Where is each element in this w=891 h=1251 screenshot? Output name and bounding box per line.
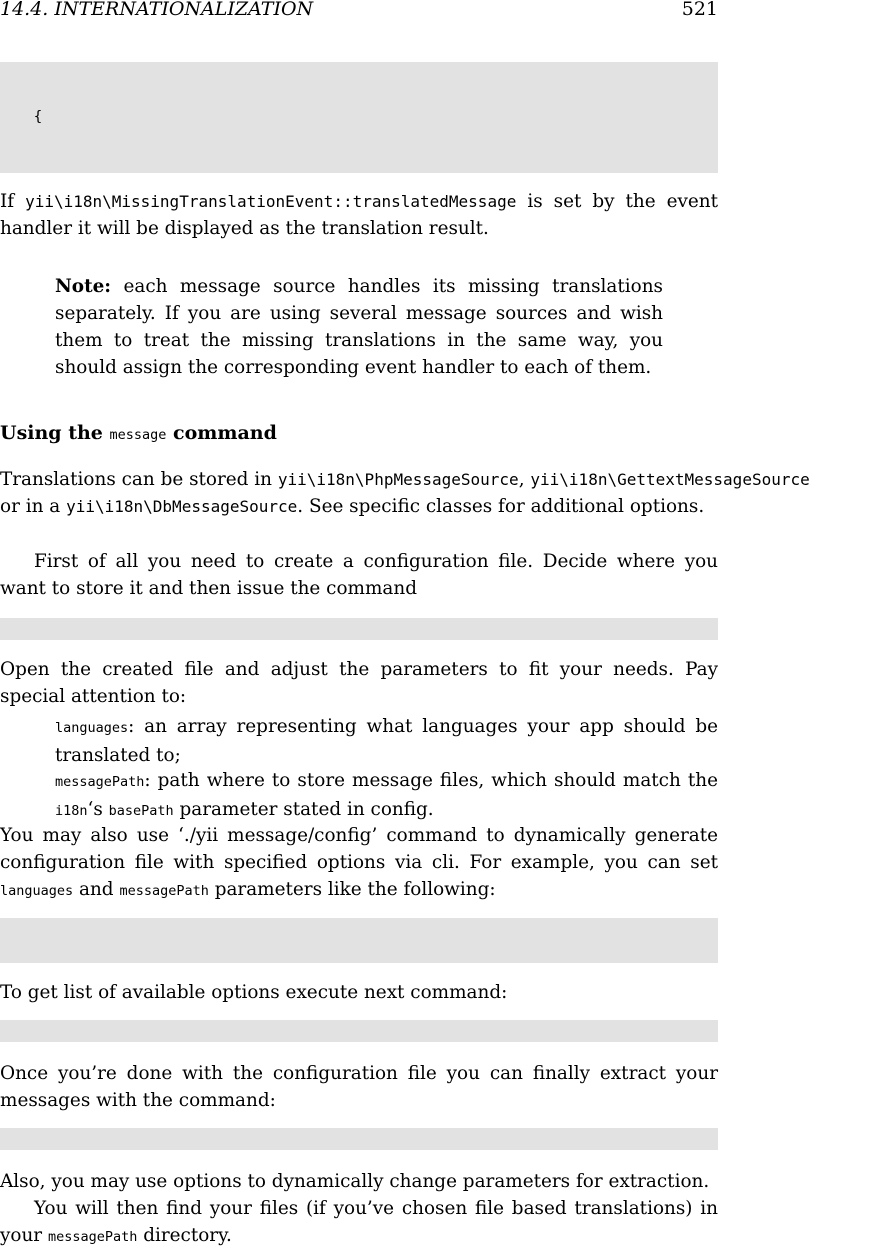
inline-code: yii\i18n\GettextMessageSource [530, 470, 810, 489]
paragraph-adjust-parameters: Open the created file and adjust the parameters to fit your needs. Pay special attention to: [0, 659, 718, 707]
running-header [0, 0, 718, 22]
inline-code: yii\i18n\DbMessageSource [66, 497, 298, 516]
code-block-help [0, 1020, 718, 1042]
text: If [0, 191, 26, 212]
inline-code: messagePath [119, 883, 209, 899]
text: or in a [0, 496, 67, 517]
inline-code: i18n [55, 803, 88, 819]
list-item-message-path [55, 767, 718, 825]
paragraph-storage-line1 [0, 466, 810, 493]
code-block-config-command [0, 918, 718, 963]
paragraph-find-files [0, 1195, 718, 1251]
note-text: each message source handles its missing translations separately. If you are using several message sources and wish them to treat the missing translations in the same way, you should assign the corresponding event handler to each of them. [55, 276, 663, 378]
text: : an array representing what languages your app should be translated to; [55, 716, 718, 766]
inline-code: message [109, 427, 167, 443]
text: . See specific classes for additional options. [297, 496, 705, 517]
inline-code: messagePath [47, 1229, 138, 1245]
code-block-extract [0, 1128, 718, 1150]
text: parameter stated in config. [173, 799, 434, 820]
note-label: Note: [55, 276, 112, 297]
text: directory. [137, 1225, 232, 1246]
page-number: 521 [681, 0, 718, 20]
text: and [73, 879, 120, 900]
inline-code: messagePath [55, 774, 145, 790]
paragraph-dynamic-config [0, 822, 718, 905]
inline-code: languages [0, 883, 74, 899]
section-heading [0, 422, 277, 444]
code-line [0, 962, 718, 963]
paragraph-config-file: First of all you need to create a configuration file. Decide where you want to store it and then issue the command [0, 551, 718, 599]
list-item-languages [55, 713, 718, 769]
note-block [55, 273, 663, 381]
inline-code: basePath [108, 803, 174, 819]
inline-code: yii\i18n\PhpMessageSource [277, 470, 519, 489]
code-block-config-template [0, 618, 718, 640]
paragraph-options-extraction: Also, you may use options to dynamically change parameters for extraction. [0, 1171, 710, 1192]
paragraph-extract-messages: Once you’re done with the configuration file you can finally extract your messages with the command: [0, 1063, 718, 1111]
text: : path where to store message files, which should match the [144, 770, 718, 791]
text: , [518, 469, 531, 490]
section-title: 14.4. INTERNATIONALIZATION [0, 0, 314, 20]
text: is set by the event handler it will be displayed as the translation result. [0, 191, 718, 239]
code-line [0, 172, 718, 173]
inline-code: yii\i18n\MissingTranslationEvent::translatedMessage [25, 192, 517, 211]
code-block-missing-translation [0, 62, 718, 173]
code-line: { [0, 109, 43, 125]
paragraph-translated-message [0, 188, 718, 242]
paragraph-storage-rest [0, 493, 718, 520]
text: ‘s [87, 799, 109, 820]
heading-text: Using the [0, 422, 110, 444]
heading-text: command [166, 422, 277, 444]
inline-code: languages [55, 720, 129, 736]
text: Translations can be stored in [0, 469, 278, 490]
text: parameters like the following: [208, 879, 496, 900]
paragraph-list-options: To get list of available options execute next command: [0, 982, 508, 1003]
text: You will then find your files (if you’ve chosen file based translations) in your [0, 1198, 718, 1246]
text: You may also use ‘./yii message/config’ command to dynamically generate configuration file with specified options via cli. For example, you can set [0, 825, 718, 873]
